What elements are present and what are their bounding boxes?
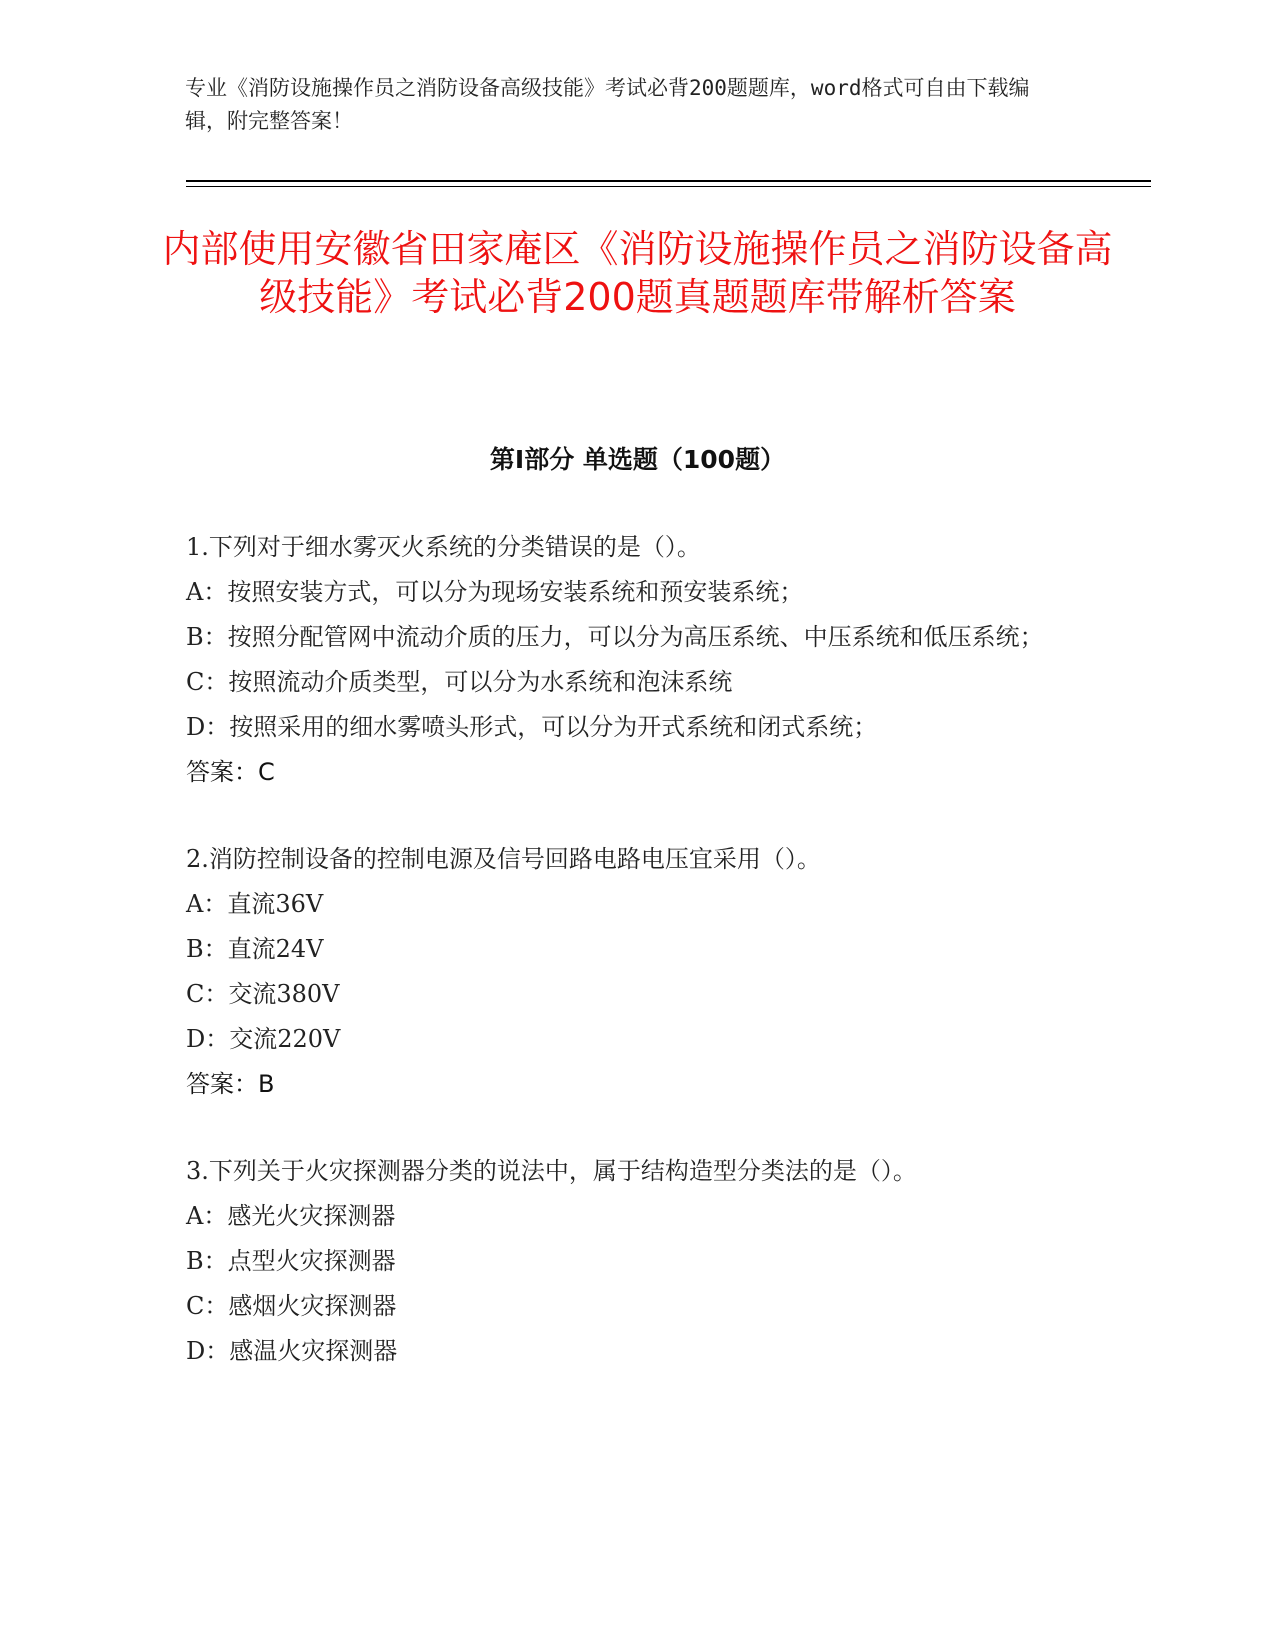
option-b: B：按照分配管网中流动介质的压力，可以分为高压系统、中压系统和低压系统； xyxy=(186,623,1044,651)
option-b: B：点型火灾探测器 xyxy=(186,1247,396,1275)
document-title: 内部使用安徽省田家庵区《消防设施操作员之消防设备高级技能》考试必背200题真题题库带解析答案 xyxy=(162,227,1113,319)
option-a: A：感光火灾探测器 xyxy=(186,1202,396,1230)
question-2 xyxy=(186,837,1086,1107)
option-a: A：按照安装方式，可以分为现场安装系统和预安装系统； xyxy=(186,578,804,606)
option-c: C：交流380V xyxy=(186,980,340,1008)
answer: 答案：B xyxy=(186,1070,275,1098)
header-divider-thin xyxy=(186,186,1151,187)
section-heading: 第I部分 单选题（100题） xyxy=(489,445,786,474)
option-a: A：直流36V xyxy=(186,890,324,918)
header-note: 专业《消防设施操作员之消防设备高级技能》考试必背200题题库，word格式可自由下载编辑，附完整答案！ xyxy=(185,76,1030,133)
option-c: C：感烟火灾探测器 xyxy=(186,1292,397,1320)
option-d: D：感温火灾探测器 xyxy=(186,1337,398,1365)
option-c: C：按照流动介质类型，可以分为水系统和泡沫系统 xyxy=(186,668,733,696)
question-stem: 3.下列关于火灾探测器分类的说法中，属于结构造型分类法的是（）。 xyxy=(186,1157,917,1185)
question-stem: 1.下列对于细水雾灭火系统的分类错误的是（）。 xyxy=(186,533,701,561)
option-d: D：按照采用的细水雾喷头形式，可以分为开式系统和闭式系统； xyxy=(186,713,878,741)
question-1 xyxy=(186,525,1086,795)
header-divider-thick xyxy=(186,180,1151,182)
question-stem: 2.消防控制设备的控制电源及信号回路电路电压宜采用（）。 xyxy=(186,845,821,873)
option-b: B：直流24V xyxy=(186,935,324,963)
option-d: D：交流220V xyxy=(186,1025,341,1053)
answer: 答案：C xyxy=(186,758,275,786)
question-3 xyxy=(186,1149,1086,1374)
question-list xyxy=(186,525,1086,1416)
